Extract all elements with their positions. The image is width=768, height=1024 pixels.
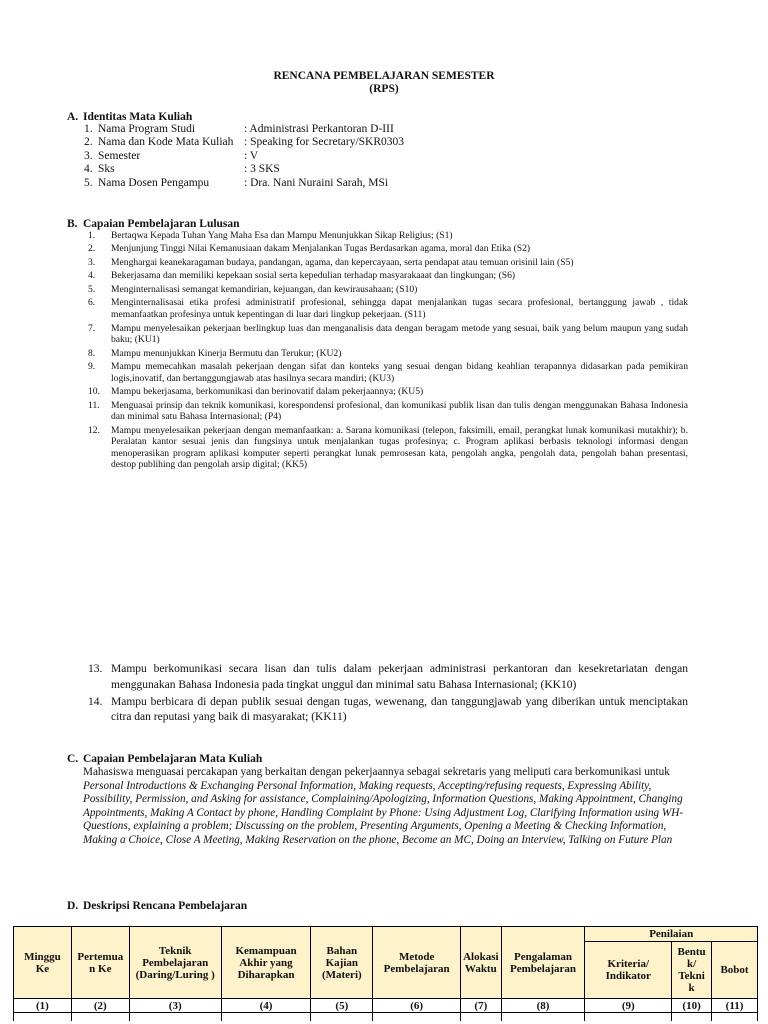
identity-value: : V bbox=[244, 149, 259, 162]
course-identity-list bbox=[84, 123, 404, 190]
table-cell bbox=[672, 1013, 712, 1022]
item-num: 6. bbox=[88, 297, 96, 309]
col-header-alokasi: Alokasi Waktu bbox=[461, 927, 501, 999]
section-b-letter: B. bbox=[67, 218, 78, 230]
col-header-kriteria: Kriteria/ Indikator bbox=[585, 942, 672, 999]
item-num: 14. bbox=[88, 695, 103, 708]
item-text: Menginternalisasai etika profesi administratif profesional, sehingga dapat menjalankan tugas secara profesional, bertanggung jawab , tidak memanfaatkan profesinya untuk kepentingan di luar dari lingkup pekerjaan. (S11) bbox=[111, 297, 688, 321]
item-num: 4. bbox=[88, 270, 96, 282]
item-num: 2. bbox=[88, 243, 96, 255]
table-cell bbox=[71, 1013, 129, 1022]
item-text: Menguasai prinsip dan teknik komunikasi, korespondensi profesional, dan komunikasi publik lisan dan tulis dengan menggunakan Bahasa Indonesia dan minimal satu Bahasa Internasional; (P4) bbox=[111, 399, 688, 423]
section-a-heading bbox=[67, 110, 192, 124]
list-item bbox=[88, 695, 688, 726]
item-num: 13. bbox=[88, 663, 103, 675]
item-text: Mampu memecahkan masalah pekerjaan dengan sifat dan konteks yang sesuai dengan bidang keahlian terapannya didasarkan pada pemikiran logis,inovatif, dan bertanggungjawab atas hasilnya secara mandiri; (KU3) bbox=[111, 361, 688, 384]
list-item bbox=[88, 323, 688, 346]
table-cell bbox=[461, 1013, 501, 1022]
table-cell bbox=[14, 1013, 72, 1022]
table-cell bbox=[129, 1013, 221, 1022]
item-text: Bekerjasama dan memiliki kepekaan sosial serta kepedulian terhadap masyarakaaat dan lingkungan; (S6) bbox=[111, 270, 516, 282]
column-number: (2) bbox=[71, 999, 129, 1013]
identity-label: Nama Program Studi bbox=[98, 123, 196, 135]
column-number: (11) bbox=[712, 999, 758, 1013]
identity-label: Nama Dosen Pengampu bbox=[98, 176, 210, 189]
column-number: (1) bbox=[14, 999, 72, 1013]
table-cell bbox=[712, 1013, 758, 1022]
section-d-heading bbox=[67, 899, 247, 913]
identity-value: : Speaking for Secretary/SKR0303 bbox=[244, 136, 405, 149]
identity-num: 1. bbox=[84, 123, 93, 135]
section-c-title: Capaian Pembelajaran Mata Kuliah bbox=[83, 753, 263, 765]
list-item bbox=[88, 284, 688, 296]
identity-row bbox=[84, 177, 404, 190]
learning-outcomes-list bbox=[88, 230, 688, 473]
item-text: Menginternalisasi semangat kemandirian, kejuangan, dan kewirausahaan; (S10) bbox=[111, 283, 418, 295]
item-num: 1. bbox=[88, 230, 96, 241]
column-number: (7) bbox=[461, 999, 501, 1013]
section-d-title: Deskripsi Rencana Pembelajaran bbox=[83, 900, 248, 912]
column-number-row bbox=[14, 999, 758, 1013]
list-item bbox=[88, 386, 688, 398]
section-c-letter: C. bbox=[67, 753, 79, 765]
section-a-title: Identitas Mata Kuliah bbox=[83, 111, 193, 123]
item-text: Menjunjung Tinggi Nilai Kemanusiaan dakam Menjalankan Tugas Berdasarkan agama, moral dan Etika (S2) bbox=[111, 243, 531, 255]
list-item bbox=[88, 425, 688, 471]
item-num: 3. bbox=[88, 256, 96, 268]
item-num: 7. bbox=[88, 322, 96, 334]
identity-label: Semester bbox=[98, 149, 141, 162]
col-header-pengalaman: Pengalaman Pembelajaran bbox=[501, 927, 585, 999]
column-number: (5) bbox=[311, 999, 373, 1013]
document-title: RENCANA PEMBELAJARAN SEMESTER bbox=[273, 70, 495, 82]
list-item bbox=[88, 662, 688, 693]
section-b-title: Capaian Pembelajaran Lulusan bbox=[83, 218, 240, 230]
list-item bbox=[88, 361, 688, 384]
col-header-kemampuan: Kemampuan Akhir yang Diharapkan bbox=[221, 927, 311, 999]
col-header-teknik: Teknik Pembelajaran (Daring/Luring ) bbox=[129, 927, 221, 999]
column-number: (10) bbox=[672, 999, 712, 1013]
column-number: (9) bbox=[585, 999, 672, 1013]
identity-num: 5. bbox=[84, 176, 93, 189]
item-text: Menghargai keanekaragaman budaya, pandangan, agama, dan kepercayaan, serta pendapat atau temuan orisinil lain (S5) bbox=[111, 256, 574, 268]
identity-label: Sks bbox=[98, 163, 115, 176]
identity-row bbox=[84, 150, 404, 163]
section-d-letter: D. bbox=[67, 900, 79, 912]
col-header-metode: Metode Pembelajaran bbox=[373, 927, 461, 999]
list-item bbox=[88, 400, 688, 423]
item-num: 8. bbox=[88, 347, 96, 359]
course-outcome-topics: Personal Introductions & Exchanging Personal Information, Making requests, Accepting/refusing requests, Expressing Ability, Possibility, Permission, and Asking for assistance, Complaining/Apologizing, Information Questions, Making Appointment, Changing Appointments, Making A Contact by phone, Handling Complaint by Phone: Using Adjustment Log, Clarifying Information using WH- Questions, explaining a problem; Discussing on the problem, Presenting Arguments, Opening a Meeting & Checking Information, Making a Choice, Close A Meeting, Making Reservation on the phone, Become an MC, Doing an Interview, Talking on Future Plan bbox=[83, 779, 684, 846]
col-header-penilaian: Penilaian bbox=[585, 927, 758, 942]
document-subtitle: (RPS) bbox=[369, 83, 399, 95]
table-cell bbox=[221, 1013, 311, 1022]
item-text: Mampu menyelesaikan pekerjaan dengan memanfaatkan: a. Sarana komunikasi (telepon, faksimili, email, perangkat lunak komunikasi mutakhir); b. Peralatan kantor sesuai jenis dan fungsinya untuk menjalankan tugas profesinya; c. Program aplikasi berbasis teknologi informasi dengan menoperasikan program aplikasi komputer seperti perangkat lunak pemrosesan kata, pengolah angka, pengolah data, pengolah bahan presentasi, destop publihing dan pengolah arsip digital; (KK5) bbox=[111, 424, 688, 471]
list-item bbox=[88, 270, 688, 282]
identity-label: Nama dan Kode Mata Kuliah bbox=[98, 136, 234, 149]
col-header-pertemuan: Pertemua n Ke bbox=[71, 927, 129, 999]
identity-num: 2. bbox=[84, 136, 93, 149]
table-cell bbox=[311, 1013, 373, 1022]
column-number: (3) bbox=[129, 999, 221, 1013]
item-num: 11. bbox=[88, 399, 100, 411]
item-text: Bertaqwa Kepada Tuhan Yang Maha Esa dan Mampu Menunjukkan Sikap Religius; (S1) bbox=[111, 230, 453, 241]
list-item bbox=[88, 297, 688, 320]
identity-row bbox=[84, 136, 404, 149]
item-text: Mampu bekerjasama, berkomunikasi dan berinovatif dalam pekerjaannya; (KU5) bbox=[111, 386, 424, 398]
table-row bbox=[14, 1013, 758, 1022]
column-number: (4) bbox=[221, 999, 311, 1013]
item-text: Mampu berkomunikasi secara lisan dan tulis dalam pekerjaan administrasi perkantoran dan kesekretariatan dengan menggunakan Bahasa Indonesia pada tingkat unggul dan minimal satu Bahasa Internasional; (KK10) bbox=[111, 663, 688, 691]
identity-value: : Administrasi Perkantoran D-III bbox=[244, 123, 394, 135]
table-cell bbox=[501, 1013, 585, 1022]
list-item bbox=[88, 257, 688, 269]
col-header-minggu: Minggu Ke bbox=[14, 927, 72, 999]
course-outcome-intro: Mahasiswa menguasai percakapan yang berkaitan dengan pekerjaannya sebagai sekretaris yang meliputi cara berkomunikasi untuk bbox=[83, 766, 670, 778]
identity-value: : 3 SKS bbox=[244, 163, 280, 176]
item-text: Mampu menunjukkan Kinerja Bermutu dan Terukur; (KU2) bbox=[111, 347, 342, 359]
item-num: 10. bbox=[88, 386, 100, 398]
item-text: Mampu berbicara di depan publik sesuai dengan tugas, wewenang, dan tanggungjawab yang diberikan untuk menciptakan citra dan reputasi yang baik di masyarakat; (KK11) bbox=[111, 695, 688, 724]
col-header-bahan: Bahan Kajian (Materi) bbox=[311, 927, 373, 999]
column-number: (8) bbox=[501, 999, 585, 1013]
list-item bbox=[88, 230, 688, 242]
item-num: 12. bbox=[88, 424, 100, 436]
section-a-letter: A. bbox=[67, 111, 79, 123]
lesson-plan-table bbox=[13, 926, 758, 1021]
table-cell bbox=[373, 1013, 461, 1022]
identity-row bbox=[84, 163, 404, 176]
identity-value: : Dra. Nani Nuraini Sarah, MSi bbox=[244, 176, 389, 189]
identity-num: 3. bbox=[84, 149, 93, 162]
item-num: 5. bbox=[88, 283, 96, 295]
identity-row bbox=[84, 123, 404, 136]
item-text: Mampu menyelesaikan pekerjaan berlingkup luas dan menganalisis data dengan beragam metode yang sesuai, baik yang belum maupun yang sudah baku; (KU1) bbox=[111, 322, 688, 346]
course-outcome-paragraph bbox=[83, 766, 695, 848]
list-item bbox=[88, 243, 688, 255]
section-c-heading bbox=[67, 752, 262, 766]
table-cell bbox=[585, 1013, 672, 1022]
learning-outcomes-list-continued bbox=[88, 662, 688, 727]
identity-num: 4. bbox=[84, 163, 93, 176]
list-item bbox=[88, 348, 688, 360]
item-num: 9. bbox=[88, 361, 96, 373]
column-number: (6) bbox=[373, 999, 461, 1013]
section-b-heading bbox=[67, 217, 240, 231]
col-header-bentuk: Bentu k/ Tekni k bbox=[672, 942, 712, 999]
col-header-bobot: Bobot bbox=[712, 942, 758, 999]
